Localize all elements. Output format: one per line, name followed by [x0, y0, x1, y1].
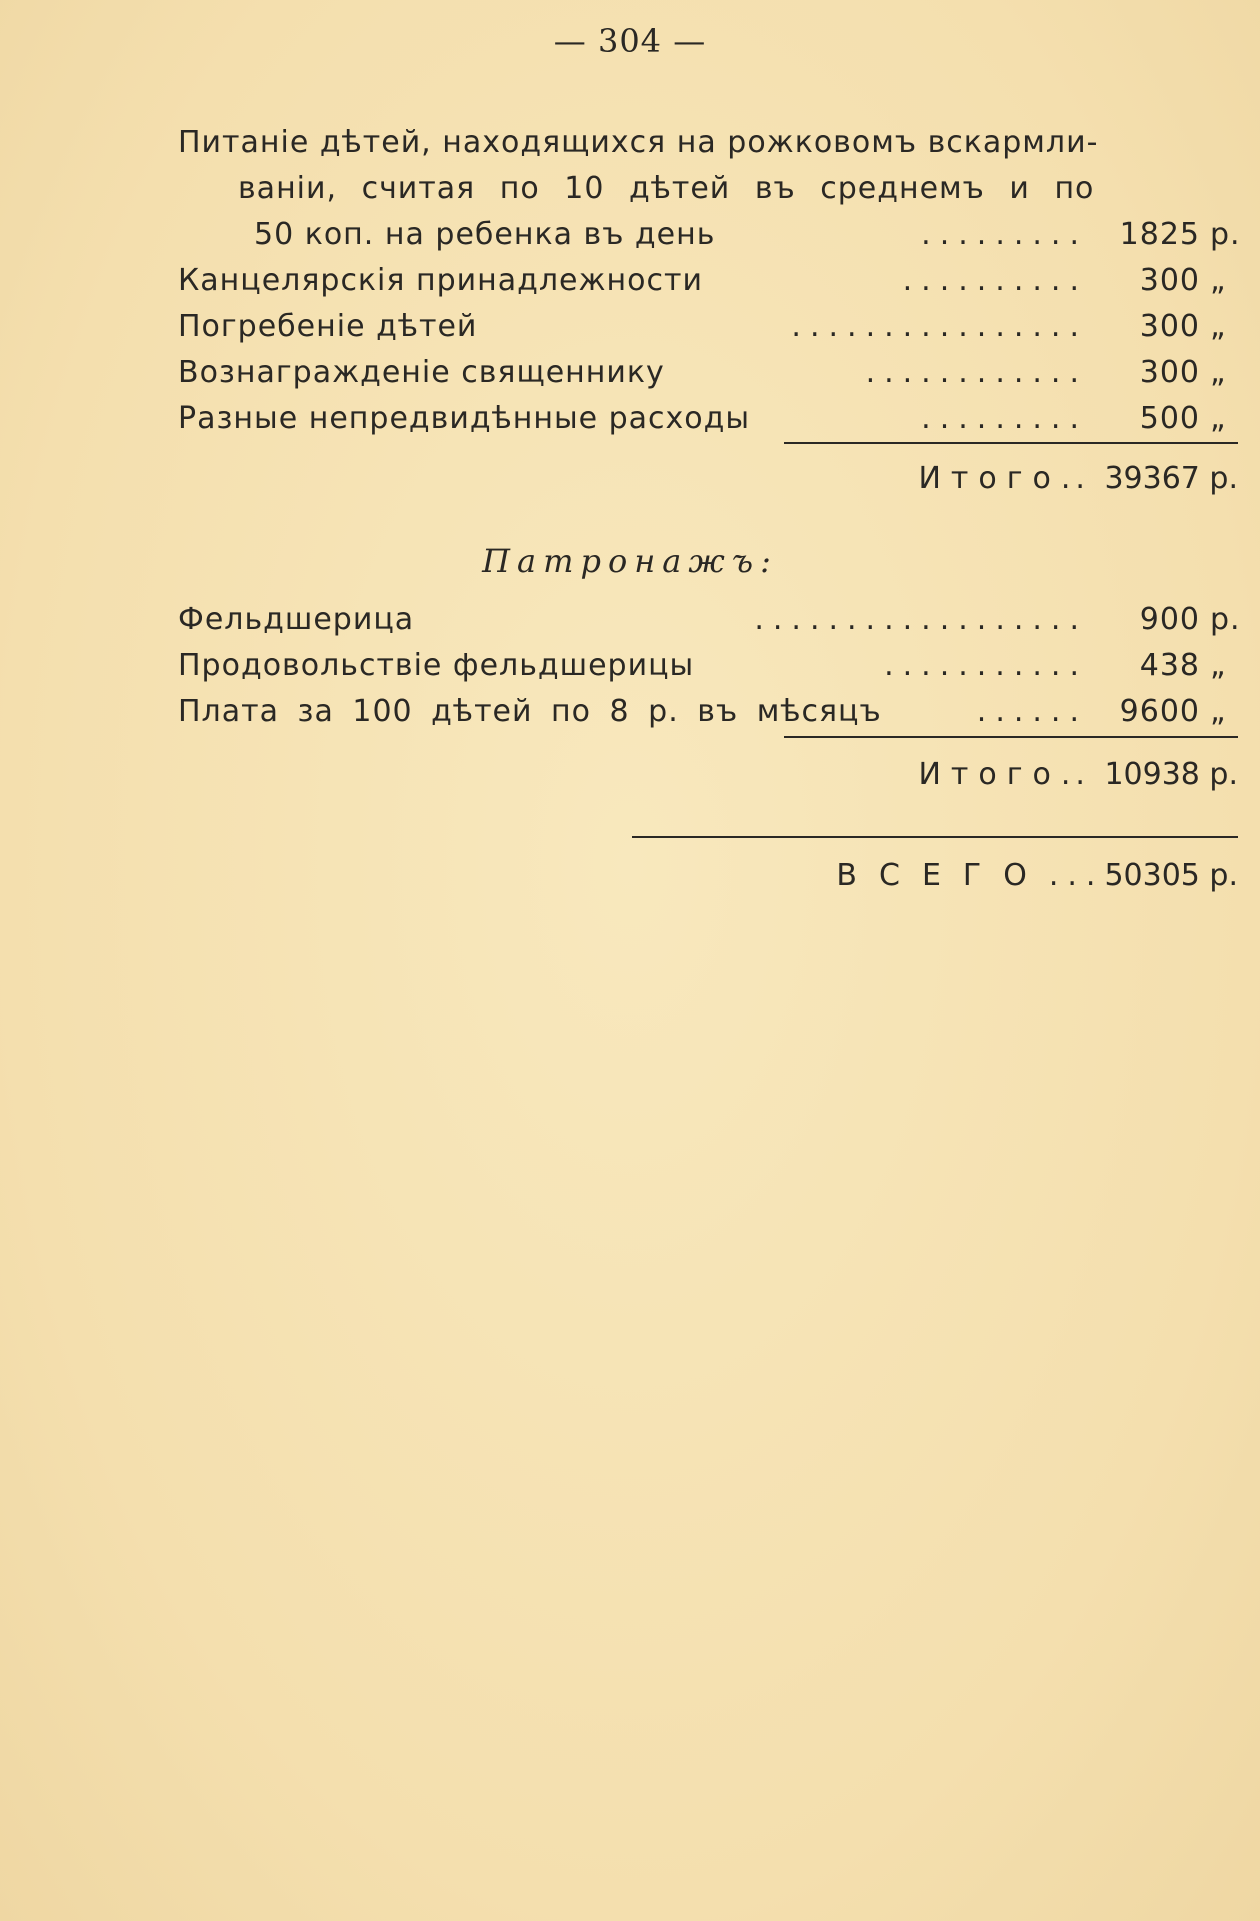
expense-unit: „	[1210, 401, 1227, 436]
expense-amount: 300	[1139, 355, 1200, 390]
expense-row	[178, 597, 1241, 643]
expense-unit: р.	[1210, 602, 1241, 637]
expense-unit: „	[1210, 263, 1227, 298]
grand-total-row	[836, 853, 1238, 899]
expense-unit: „	[1210, 309, 1227, 344]
expense-row-nutrition	[178, 212, 1241, 258]
expense-row	[178, 689, 1238, 735]
expense-unit: „	[1210, 355, 1227, 390]
subtotal-label: Итого	[918, 461, 1061, 496]
subtotal-amount: 39367 р.	[1104, 461, 1238, 496]
expense-label: Фельдшерица	[178, 602, 415, 637]
expense-amount: 900	[1139, 602, 1200, 637]
expense-row	[178, 350, 1238, 396]
leader-dots: ...	[1048, 858, 1105, 893]
leader-dots: ..........	[902, 263, 1088, 298]
page-number: — 304 —	[553, 22, 707, 60]
expense-unit: „	[1210, 694, 1227, 729]
leader-dots: ............	[865, 355, 1088, 390]
expense-label: Канцелярскія принадлежности	[178, 263, 703, 298]
expense-label: 50 коп. на ребенка въ день	[254, 217, 716, 252]
subtotal-rule	[784, 442, 1238, 444]
subtotal-amount: 10938 р.	[1104, 757, 1238, 792]
leader-dots: .........	[921, 401, 1088, 436]
grand-total-rule	[632, 836, 1238, 838]
leader-dots: ...........	[884, 648, 1088, 683]
subtotal-rule	[784, 736, 1238, 738]
grand-total-label: ВСЕГО	[836, 858, 1049, 893]
leader-dots: ................	[791, 309, 1088, 344]
leader-dots: ..................	[754, 602, 1088, 637]
expense-row	[178, 643, 1238, 689]
paragraph-line-1: Питаніе дѣтей, находящихся на рожковомъ вскармли-	[178, 125, 1099, 160]
expense-amount: 300	[1139, 263, 1200, 298]
expense-amount: 1825	[1119, 217, 1200, 252]
expense-label: Продовольствіе фельдшерицы	[178, 648, 695, 683]
expense-label: Вознагражденіе священнику	[178, 355, 665, 390]
expense-label: Плата за 100 дѣтей по 8 р. въ мѣсяцъ	[178, 694, 882, 729]
expense-amount: 438	[1139, 648, 1200, 683]
expense-row	[178, 258, 1238, 304]
grand-total-amount: 50305 р.	[1104, 858, 1238, 893]
expense-unit: р.	[1210, 217, 1241, 252]
section-heading: Патронажъ:	[482, 542, 778, 580]
leader-dots: ......	[976, 694, 1088, 729]
expense-label: Погребеніе дѣтей	[178, 309, 478, 344]
subtotal-row	[918, 752, 1238, 798]
expense-unit: „	[1210, 648, 1227, 683]
leader-dots: .........	[921, 217, 1088, 252]
expense-row	[178, 396, 1238, 442]
leader-dots: ..	[1060, 461, 1105, 496]
leader-dots: ..	[1060, 757, 1105, 792]
subtotal-label: Итого	[918, 757, 1061, 792]
expense-amount: 500	[1139, 401, 1200, 436]
expense-amount: 300	[1139, 309, 1200, 344]
paragraph-line-2: ваніи, считая по 10 дѣтей въ среднемъ и по	[238, 171, 1095, 206]
expense-row	[178, 304, 1238, 350]
expense-amount: 9600	[1119, 694, 1200, 729]
subtotal-row	[918, 456, 1238, 502]
expense-label: Разные непредвидѣнные расходы	[178, 401, 751, 436]
